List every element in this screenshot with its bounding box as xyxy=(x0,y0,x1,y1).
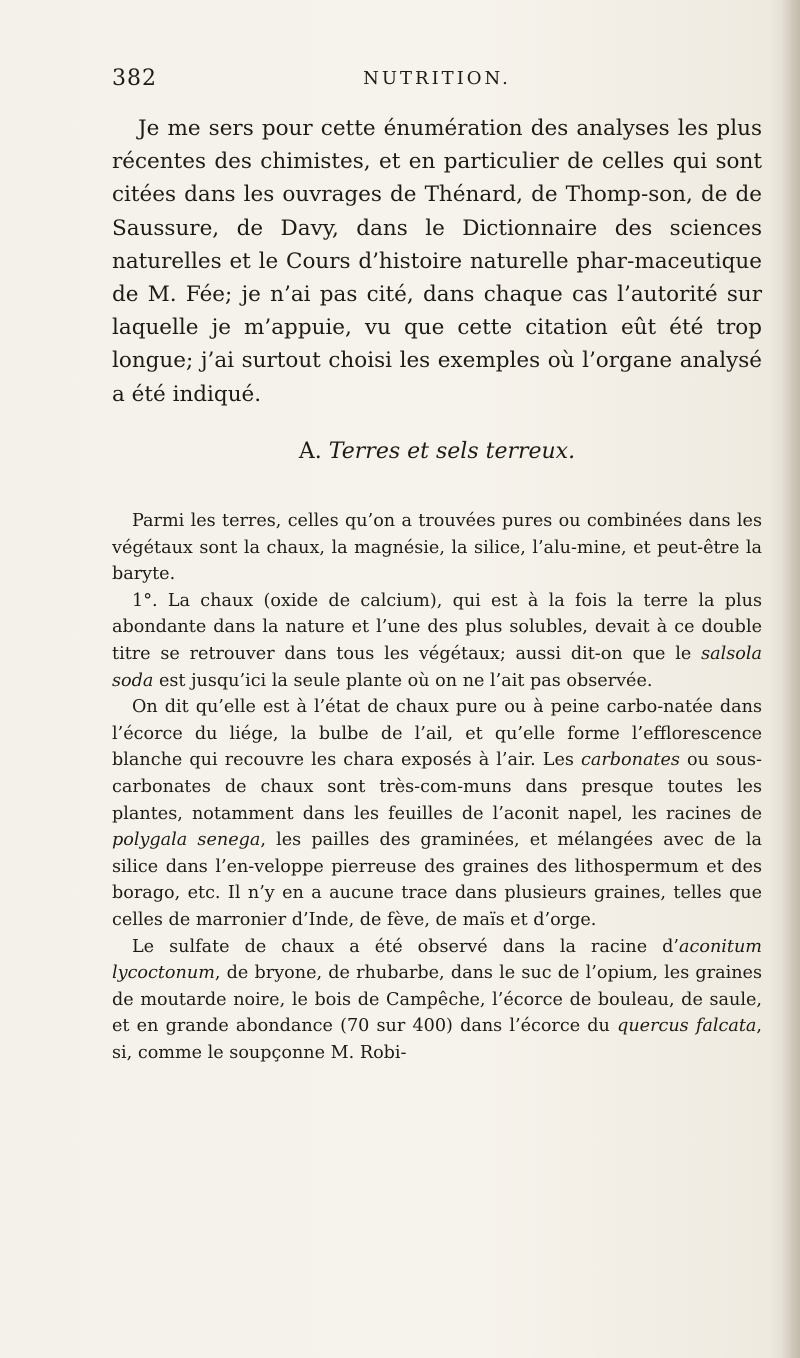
running-title: NUTRITION. xyxy=(363,68,511,89)
text-run: On dit qu’elle est à l’état de chaux pure ou à peine carbo-natée dans l’écorce du liége, la bulbe de l’ail, et qu’elle forme l’efflorescence blanche qui recouvre les chara exposés à l’air. Les xyxy=(112,697,762,771)
text-run: , de bryone, de rhubarbe, dans le suc de l’opium, les graines de moutarde noire, le bois de Campêche, l’écorce de bouleau, de saule, et en grande abondance (70 sur 400) dans l’écorce du xyxy=(112,963,762,1037)
main-text xyxy=(112,508,762,1066)
paragraph-sulfate xyxy=(112,934,762,1067)
italic-term: aconitum lycoctonum xyxy=(112,936,762,984)
text-run: , les pailles des graminées, et mélangées avec de la silice dans l’en-veloppe pierreuse des graines des lithospermum et des borago, etc. Il n’y en a aucune trace dans plusieurs graines, telles que celles de marronier d’Inde, de fève, de maïs et d’orge. xyxy=(112,830,762,930)
text-run: 1°. La chaux (oxide de calcium), qui est à la fois la terre la plus abondante dans la nature et l’une des plus solubles, devait à ce double titre se retrouver dans tous les végétaux; aussi dit-on que le xyxy=(112,590,762,664)
intro-paragraph: Je me sers pour cette énumération des analyses les plus récentes des chimistes, et en particulier de celles qui sont citées dans les ouvrages de Thénard, de Thomp-son, de de Saussure, de Davy, dans le Dictionnaire des sciences naturelles et le Cours d’histoire naturelle phar-maceutique de M. Fée; je n’ai pas cité, dans chaque cas l’autorité sur laquelle je m’appuie, vu que cette citation eût été trop longue; j’ai surtout choisi les exemples où l’organe analysé a été indiqué. xyxy=(112,116,762,407)
section-heading xyxy=(112,439,762,464)
running-head xyxy=(112,66,762,96)
text-run: Le sulfate de chaux a été observé dans la racine d’ xyxy=(132,936,680,957)
intro-block xyxy=(112,112,762,411)
paragraph-chaux xyxy=(112,588,762,694)
text-run: est jusqu’ici la seule plante où on ne l’ait pas observée. xyxy=(153,670,653,691)
section-title: Terres et sels terreux. xyxy=(328,439,576,464)
page-edge-shadow xyxy=(782,0,800,1358)
italic-term: carbonates xyxy=(581,750,680,771)
page-number: 382 xyxy=(112,66,157,91)
paragraph-terres: Parmi les terres, celles qu’on a trouvées pures ou combinées dans les végétaux sont la chaux, la magnésie, la silice, l’alu-mine, et peut-être la baryte. xyxy=(112,511,762,585)
italic-term: quercus falcata xyxy=(617,1016,757,1037)
paragraph-carbonates xyxy=(112,694,762,933)
text-run: ou sous-carbonates de chaux sont très-com-muns dans presque toutes les plantes, notamment dans les feuilles de l’aconit napel, les racines de xyxy=(112,750,762,824)
section-letter: A. xyxy=(298,439,322,464)
italic-term: salsola soda xyxy=(112,643,762,691)
text-run: , si, comme le soupçonne M. Robi- xyxy=(112,1016,762,1063)
italic-term: polygala senega xyxy=(112,830,261,851)
